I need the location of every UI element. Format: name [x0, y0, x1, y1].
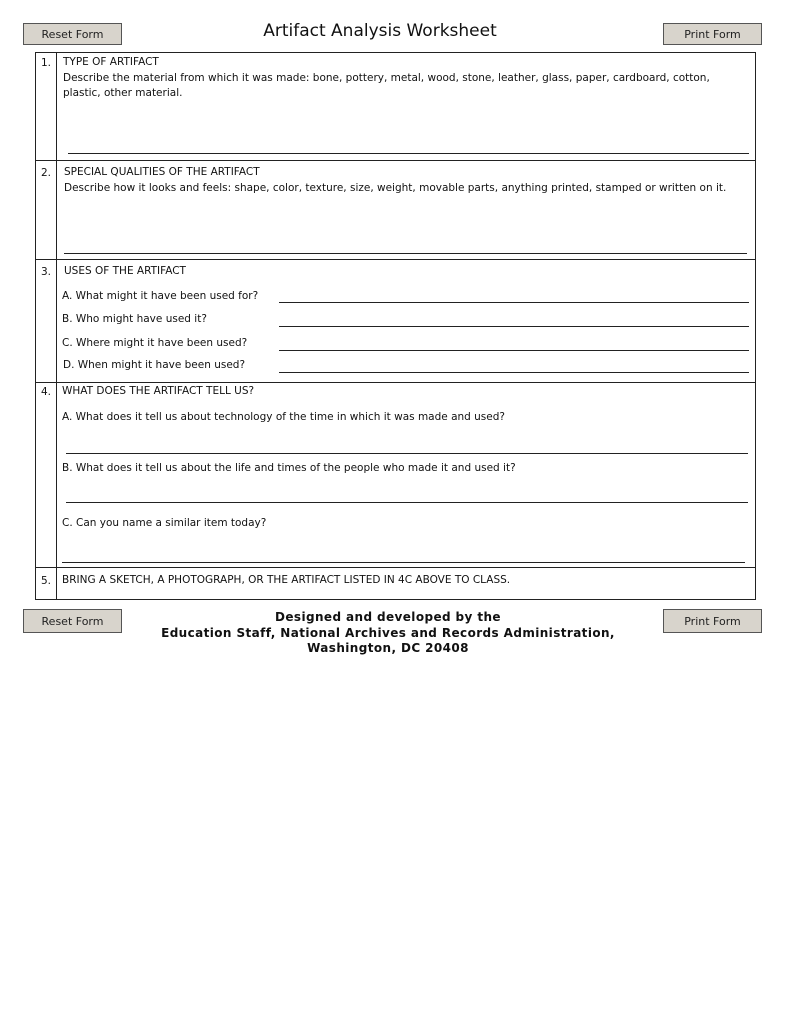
page-title: Artifact Analysis Worksheet [263, 21, 497, 41]
section-4-answer-c-field[interactable] [62, 562, 745, 563]
section-2-description: Describe how it looks and feels: shape, color, texture, size, weight, movable parts, anything printed, stamped or written on it. [64, 182, 727, 194]
section-4-heading: WHAT DOES THE ARTIFACT TELL US? [62, 385, 255, 397]
footer-reset-form-button[interactable]: Reset Form [23, 609, 122, 633]
row-divider [36, 567, 755, 568]
section-3-answer-a-field[interactable] [279, 302, 749, 303]
number-column-divider [56, 53, 57, 599]
section-3-question-c: C. Where might it have been used? [62, 337, 248, 349]
worksheet-table [35, 52, 756, 600]
print-form-button[interactable]: Print Form [663, 23, 762, 45]
section-3-question-b: B. Who might have used it? [62, 313, 207, 325]
section-4-question-c: C. Can you name a similar item today? [62, 517, 267, 529]
section-3-question-a: A. What might it have been used for? [62, 290, 259, 302]
section-4-question-a: A. What does it tell us about technology of the time in which it was made and used? [62, 411, 505, 423]
section-2-number: 2. [40, 167, 52, 179]
section-3-question-d: D. When might it have been used? [63, 359, 246, 371]
credit-line-3: Washington, DC 20408 [307, 641, 469, 655]
section-3-heading: USES OF THE ARTIFACT [64, 265, 186, 277]
section-2-answer-field[interactable] [64, 253, 747, 254]
section-4-number: 4. [40, 386, 52, 398]
section-1-number: 1. [40, 57, 52, 69]
section-3-answer-c-field[interactable] [279, 350, 749, 351]
row-divider [36, 259, 755, 260]
row-divider [36, 382, 755, 383]
credit-block [130, 610, 646, 657]
row-divider [36, 160, 755, 161]
section-2-heading: SPECIAL QUALITIES OF THE ARTIFACT [64, 166, 260, 178]
section-1-answer-field[interactable] [68, 153, 749, 154]
section-4-answer-b-field[interactable] [66, 502, 748, 503]
section-4-answer-a-field[interactable] [66, 453, 748, 454]
footer-print-form-button[interactable]: Print Form [663, 609, 762, 633]
section-3-answer-d-field[interactable] [279, 372, 749, 373]
section-5-number: 5. [40, 575, 52, 587]
credit-line-1: Designed and developed by the [275, 610, 501, 624]
reset-form-button[interactable]: Reset Form [23, 23, 122, 45]
section-3-number: 3. [40, 266, 52, 278]
section-4-question-b: B. What does it tell us about the life and times of the people who made it and used it? [62, 462, 516, 474]
section-1-description: Describe the material from which it was made: bone, pottery, metal, wood, stone, leather, glass, paper, cardboard, cotton, plastic, other material. [63, 72, 710, 99]
section-5-heading: BRING A SKETCH, A PHOTOGRAPH, OR THE ARTIFACT LISTED IN 4C ABOVE TO CLASS. [62, 574, 511, 586]
section-3-answer-b-field[interactable] [279, 326, 749, 327]
section-1-heading: TYPE OF ARTIFACT [63, 56, 159, 68]
credit-line-2: Education Staff, National Archives and Records Administration, [161, 625, 615, 640]
